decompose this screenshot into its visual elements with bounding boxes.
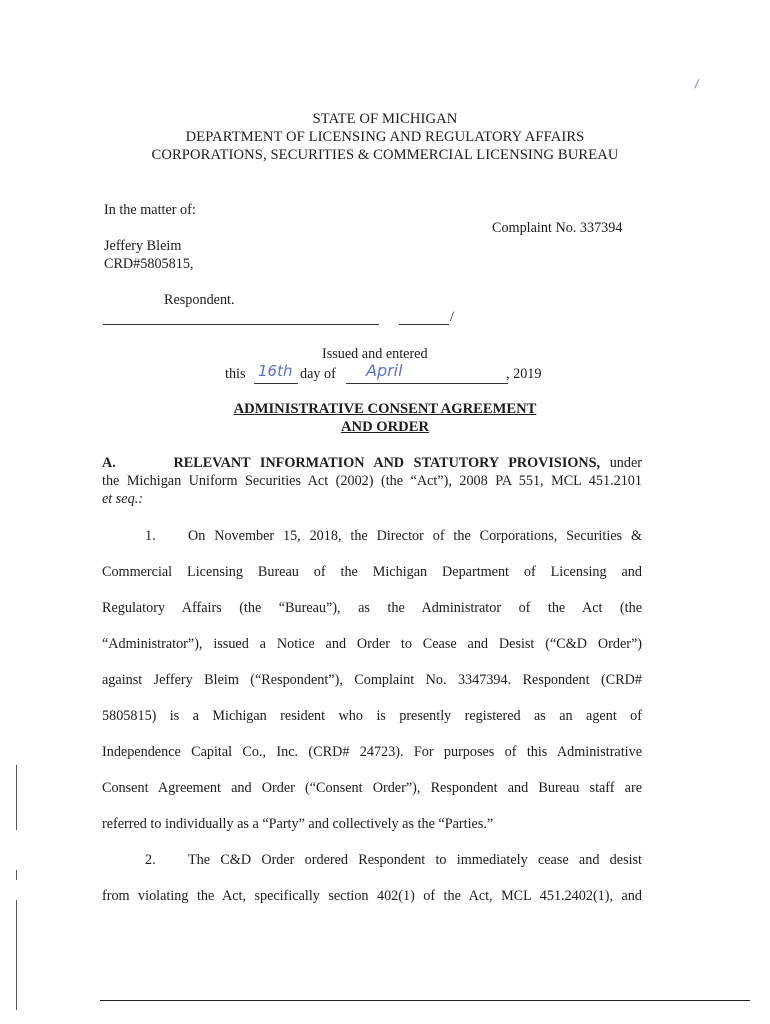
- bottom-scan-rule: [100, 1000, 750, 1001]
- paragraph-1-line: against Jeffery Bleim (“Respondent”), Complaint No. 3347394. Respondent (CRD#: [102, 672, 642, 688]
- paragraph-1-line: Independence Capital Co., Inc. (CRD# 24723). For purposes of this Administrative: [102, 744, 642, 760]
- respondent-name: Jeffery Bleim: [104, 238, 182, 254]
- pen-mark: [694, 79, 705, 91]
- document-title-line1: ADMINISTRATIVE CONSENT AGREEMENT: [233, 401, 537, 417]
- issued-this: this: [225, 366, 246, 382]
- caption-rule-short: [399, 324, 449, 325]
- handwritten-day: 16th: [258, 362, 293, 380]
- respondent-crd: CRD#5805815,: [104, 256, 194, 272]
- scan-margin-mark: [16, 765, 17, 830]
- section-a-heading-tail: under: [609, 455, 642, 471]
- section-a-heading: RELEVANT INFORMATION AND STATUTORY PROVISIONS,: [173, 455, 601, 471]
- scan-margin-mark: [16, 900, 17, 1010]
- paragraph-1-line: “Administrator”), issued a Notice and Order to Cease and Desist (“C&D Order”): [102, 636, 642, 652]
- paragraph-1-line: 5805815) is a Michigan resident who is presently registered as an agent of: [102, 708, 642, 724]
- paragraph-1-line: On November 15, 2018, the Director of the Corporations, Securities &: [188, 528, 642, 544]
- paragraph-1-line: referred to individually as a “Party” and collectively as the “Parties.”: [102, 816, 494, 832]
- paragraph-1-number: 1.: [145, 528, 156, 544]
- paragraph-1-line: Consent Agreement and Order (“Consent Order”), Respondent and Bureau staff are: [102, 780, 642, 796]
- paragraph-1-line: Regulatory Affairs (the “Bureau”), as the Administrator of the Act (the: [102, 600, 642, 616]
- scan-margin-mark: [16, 870, 17, 880]
- matter-of-label: In the matter of:: [104, 202, 196, 218]
- day-blank-line: [254, 383, 298, 384]
- paragraph-2-line: The C&D Order ordered Respondent to immediately cease and desist: [188, 852, 642, 868]
- respondent-label: Respondent.: [164, 292, 235, 308]
- paragraph-2-line: from violating the Act, specifically section 402(1) of the Act, MCL 451.2402(1), and: [102, 888, 642, 904]
- section-a-et-seq: et seq.:: [102, 491, 143, 507]
- paragraph-1-line: Commercial Licensing Bureau of the Michigan Department of Licensing and: [102, 564, 642, 580]
- caption-rule: [103, 324, 379, 325]
- section-a-label: A.: [102, 455, 116, 471]
- header-bureau: CORPORATIONS, SECURITIES & COMMERCIAL LICENSING BUREAU: [151, 147, 619, 163]
- issued-entered-label: Issued and entered: [322, 346, 428, 362]
- section-a-line2: the Michigan Uniform Securities Act (2002) (the “Act”), 2008 PA 551, MCL 451.2101: [102, 473, 642, 489]
- month-blank-line: [346, 383, 508, 384]
- header-department: DEPARTMENT OF LICENSING AND REGULATORY AFFAIRS: [185, 129, 585, 145]
- issued-day-of: day of: [300, 366, 336, 382]
- header-state: STATE OF MICHIGAN: [312, 111, 458, 127]
- paragraph-2-number: 2.: [145, 852, 156, 868]
- document-title-line2: AND ORDER: [341, 419, 429, 435]
- section-a-heading-line: [102, 455, 642, 472]
- issued-year: , 2019: [506, 366, 542, 382]
- caption-slash: /: [450, 309, 454, 325]
- handwritten-month: April: [366, 361, 403, 380]
- complaint-number: Complaint No. 337394: [492, 220, 623, 236]
